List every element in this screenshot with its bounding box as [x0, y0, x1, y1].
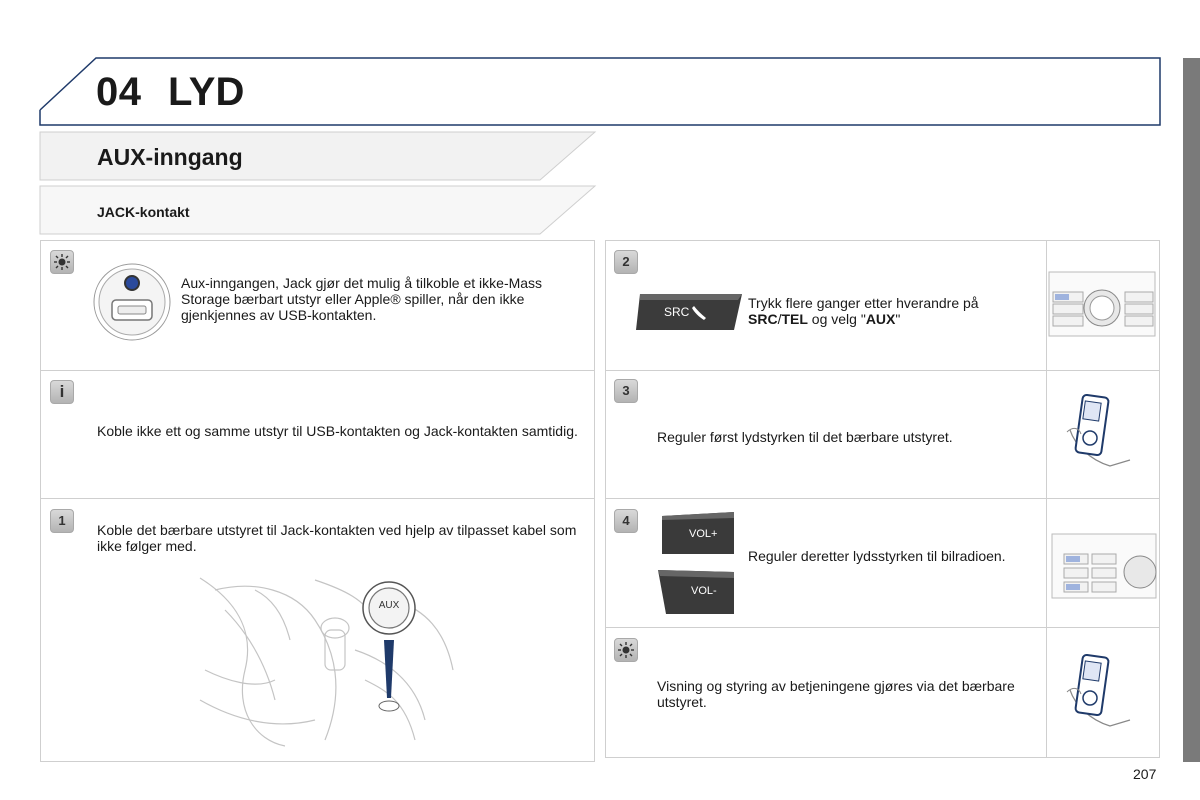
step1-badge: 1	[50, 509, 74, 533]
step2-text: Trykk flere ganger etter hverandre på SRC/TEL og velg "AUX"	[748, 295, 979, 327]
tip2-icon	[614, 638, 638, 662]
aux-jack-icon	[92, 262, 174, 344]
tip-text: Aux-inngangen, Jack gjør det mulig å tilkoble et ikke-Mass Storage bærbart utstyr eller Apple® spiller, når den ikke gjenkjennes av USB-kontakten.	[181, 275, 543, 323]
step4-text: Reguler deretter lydsstyrken til bilradioen.	[748, 548, 1006, 564]
step4-badge: 4	[614, 509, 638, 533]
radio-panel-vol	[1050, 530, 1158, 602]
chapter-number: 04	[96, 70, 142, 114]
section-banners	[0, 128, 600, 238]
vol-buttons	[656, 510, 738, 620]
src-label: SRC	[664, 305, 690, 319]
vol-minus-label: VOL-	[691, 585, 717, 597]
step3-badge: 3	[614, 379, 638, 403]
car-console	[195, 570, 457, 748]
info-text: Koble ikke ett og samme utstyr til USB-kontakten og Jack-kontakten samtidig.	[97, 423, 578, 439]
section-title: AUX-inngang	[97, 144, 243, 170]
info-icon: i	[50, 380, 74, 404]
step3-text: Reguler først lydstyrken til det bærbare utstyret.	[657, 429, 953, 445]
section-subtitle: JACK-kontakt	[97, 204, 190, 220]
vol-plus-label: VOL+	[689, 528, 718, 540]
page-number: 207	[1133, 766, 1157, 782]
step1-text: Koble det bærbare utstyret til Jack-kontakten ved hjelp av tilpasset kabel som ikke følger med.	[97, 522, 577, 554]
portable-player-icon	[1065, 390, 1135, 470]
aux-label: AUX	[378, 600, 400, 611]
tip2-text: Visning og styring av betjeningene gjøres via det bærbare utstyret.	[657, 678, 1015, 710]
chapter-title: LYD	[168, 70, 245, 114]
step2-badge: 2	[614, 250, 638, 274]
tip-icon	[50, 250, 74, 274]
chapter-side-tab	[1183, 58, 1200, 762]
radio-panel	[1047, 268, 1157, 340]
portable-player-icon-2	[1065, 650, 1135, 730]
